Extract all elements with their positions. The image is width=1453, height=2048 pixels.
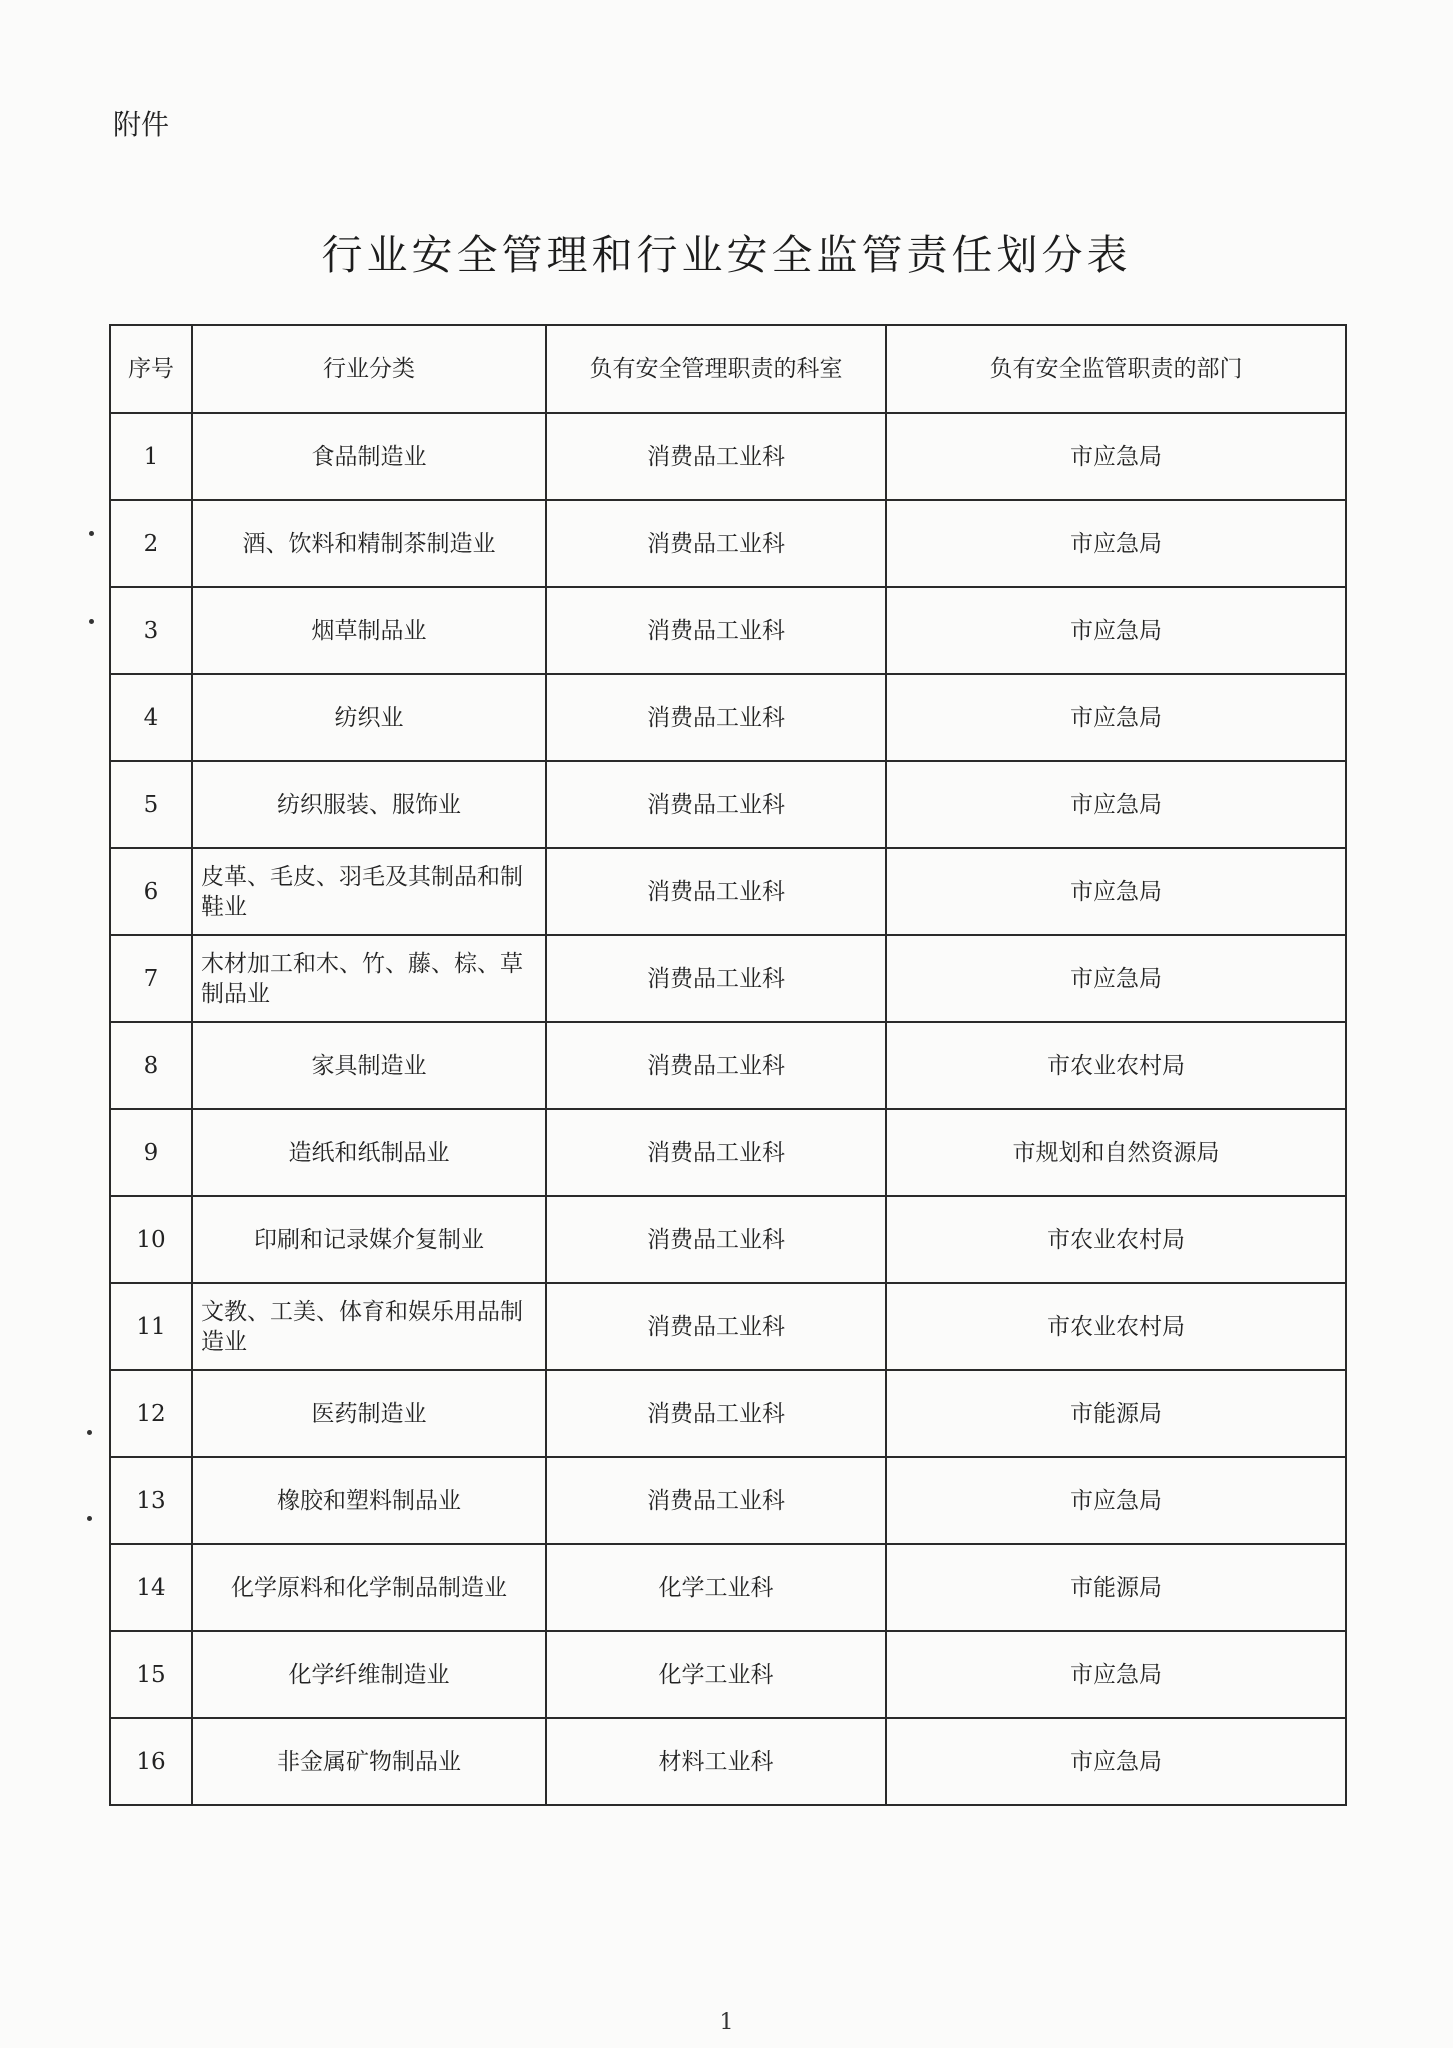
scan-speck: [87, 1516, 92, 1521]
column-header-management: 负有安全管理职责的科室: [546, 325, 886, 413]
management-dept-cell: 消费品工业科: [546, 1022, 886, 1109]
supervision-dept-cell: 市应急局: [886, 1718, 1346, 1805]
table-body: [110, 413, 1346, 1805]
management-dept-cell: 消费品工业科: [546, 674, 886, 761]
row-number-cell: 9: [110, 1109, 192, 1196]
supervision-dept-cell: 市应急局: [886, 674, 1346, 761]
table-header-row: [110, 325, 1346, 413]
table-row: [110, 1283, 1346, 1370]
row-number-cell: 12: [110, 1370, 192, 1457]
table-row: [110, 935, 1346, 1022]
management-dept-cell: 化学工业科: [546, 1631, 886, 1718]
row-number-cell: 13: [110, 1457, 192, 1544]
industry-cell: 造纸和纸制品业: [192, 1109, 546, 1196]
supervision-dept-cell: 市应急局: [886, 1631, 1346, 1718]
row-number-cell: 5: [110, 761, 192, 848]
management-dept-cell: 消费品工业科: [546, 935, 886, 1022]
responsibility-table-container: [109, 324, 1345, 1806]
document-title: 行业安全管理和行业安全监管责任划分表: [321, 231, 1132, 279]
row-number-cell: 7: [110, 935, 192, 1022]
row-number-cell: 10: [110, 1196, 192, 1283]
table-row: [110, 761, 1346, 848]
row-number-cell: 4: [110, 674, 192, 761]
industry-cell: 皮革、毛皮、羽毛及其制品和制鞋业: [192, 848, 546, 935]
row-number-cell: 16: [110, 1718, 192, 1805]
column-header-no: 序号: [110, 325, 192, 413]
table-row: [110, 1457, 1346, 1544]
industry-cell: 食品制造业: [192, 413, 546, 500]
table-header: [110, 325, 1346, 413]
row-number-cell: 2: [110, 500, 192, 587]
management-dept-cell: 消费品工业科: [546, 1457, 886, 1544]
industry-cell: 家具制造业: [192, 1022, 546, 1109]
supervision-dept-cell: 市规划和自然资源局: [886, 1109, 1346, 1196]
column-header-industry: 行业分类: [192, 325, 546, 413]
management-dept-cell: 消费品工业科: [546, 1370, 886, 1457]
row-number-cell: 8: [110, 1022, 192, 1109]
table-row: [110, 1109, 1346, 1196]
supervision-dept-cell: 市应急局: [886, 500, 1346, 587]
row-number-cell: 3: [110, 587, 192, 674]
management-dept-cell: 消费品工业科: [546, 1109, 886, 1196]
table-row: [110, 848, 1346, 935]
industry-cell: 纺织服装、服饰业: [192, 761, 546, 848]
table-row: [110, 1631, 1346, 1718]
supervision-dept-cell: 市农业农村局: [886, 1022, 1346, 1109]
scan-speck: [89, 531, 94, 536]
industry-cell: 化学纤维制造业: [192, 1631, 546, 1718]
scan-speck: [89, 619, 94, 624]
table-row: [110, 1544, 1346, 1631]
page-number: 1: [719, 2010, 734, 2035]
management-dept-cell: 消费品工业科: [546, 761, 886, 848]
table-row: [110, 1370, 1346, 1457]
table-row: [110, 500, 1346, 587]
table-row: [110, 1022, 1346, 1109]
row-number-cell: 1: [110, 413, 192, 500]
table-row: [110, 674, 1346, 761]
industry-cell: 化学原料和化学制品制造业: [192, 1544, 546, 1631]
industry-cell: 非金属矿物制品业: [192, 1718, 546, 1805]
supervision-dept-cell: 市应急局: [886, 761, 1346, 848]
management-dept-cell: 材料工业科: [546, 1718, 886, 1805]
column-header-supervision: 负有安全监管职责的部门: [886, 325, 1346, 413]
supervision-dept-cell: 市农业农村局: [886, 1196, 1346, 1283]
supervision-dept-cell: 市能源局: [886, 1544, 1346, 1631]
supervision-dept-cell: 市应急局: [886, 413, 1346, 500]
supervision-dept-cell: 市应急局: [886, 587, 1346, 674]
row-number-cell: 15: [110, 1631, 192, 1718]
row-number-cell: 6: [110, 848, 192, 935]
management-dept-cell: 消费品工业科: [546, 1283, 886, 1370]
industry-cell: 印刷和记录媒介复制业: [192, 1196, 546, 1283]
management-dept-cell: 消费品工业科: [546, 587, 886, 674]
responsibility-table: [109, 324, 1347, 1806]
supervision-dept-cell: 市应急局: [886, 935, 1346, 1022]
industry-cell: 纺织业: [192, 674, 546, 761]
row-number-cell: 11: [110, 1283, 192, 1370]
industry-cell: 烟草制品业: [192, 587, 546, 674]
industry-cell: 文教、工美、体育和娱乐用品制造业: [192, 1283, 546, 1370]
management-dept-cell: 消费品工业科: [546, 500, 886, 587]
supervision-dept-cell: 市应急局: [886, 848, 1346, 935]
supervision-dept-cell: 市能源局: [886, 1370, 1346, 1457]
table-row: [110, 413, 1346, 500]
management-dept-cell: 消费品工业科: [546, 848, 886, 935]
table-row: [110, 1196, 1346, 1283]
row-number-cell: 14: [110, 1544, 192, 1631]
table-row: [110, 587, 1346, 674]
table-row: [110, 1718, 1346, 1805]
management-dept-cell: 化学工业科: [546, 1544, 886, 1631]
industry-cell: 木材加工和木、竹、藤、棕、草制品业: [192, 935, 546, 1022]
attachment-label: 附件: [113, 108, 170, 141]
industry-cell: 医药制造业: [192, 1370, 546, 1457]
industry-cell: 橡胶和塑料制品业: [192, 1457, 546, 1544]
supervision-dept-cell: 市农业农村局: [886, 1283, 1346, 1370]
supervision-dept-cell: 市应急局: [886, 1457, 1346, 1544]
management-dept-cell: 消费品工业科: [546, 1196, 886, 1283]
management-dept-cell: 消费品工业科: [546, 413, 886, 500]
scan-speck: [87, 1430, 92, 1435]
industry-cell: 酒、饮料和精制茶制造业: [192, 500, 546, 587]
